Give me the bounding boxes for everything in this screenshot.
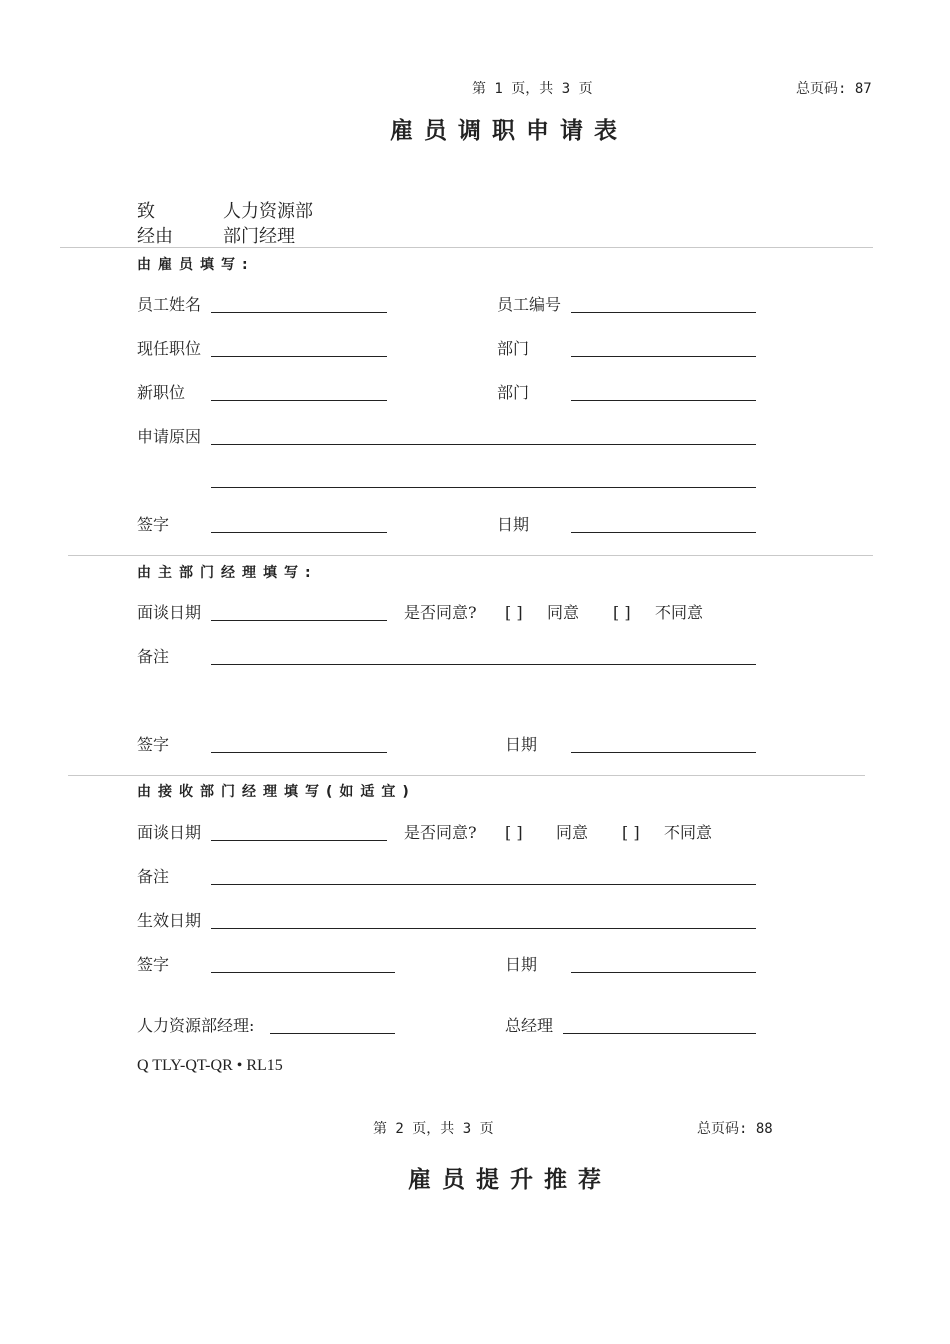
interview-date-field[interactable] — [211, 620, 387, 621]
reason-label: 申请原因 — [137, 427, 202, 446]
employee-sign-field[interactable] — [211, 532, 387, 533]
employee-id-field[interactable] — [571, 312, 756, 313]
interview-date-label: 面谈日期 — [137, 823, 202, 842]
disagree-checkbox[interactable]: [ ] — [622, 823, 640, 842]
general-manager-field[interactable] — [563, 1033, 756, 1034]
via-label: 经由 — [137, 226, 173, 247]
form-code: Q TLY-QT-QR • RL15 — [137, 1057, 283, 1074]
employee-name-label: 员工姓名 — [137, 295, 202, 314]
employee-name-field[interactable] — [211, 312, 387, 313]
disagree-checkbox[interactable]: [ ] — [613, 603, 631, 622]
manager-date-field[interactable] — [571, 752, 756, 753]
interview-date-field[interactable] — [211, 840, 387, 841]
page-title: 雇员调职申请表 — [390, 118, 628, 144]
remark-label: 备注 — [137, 647, 170, 666]
agree-checkbox[interactable]: [ ] — [505, 823, 523, 842]
reason-field-line2[interactable] — [211, 487, 756, 488]
to-value: 人力资源部 — [223, 201, 313, 222]
page-number: 第 1 页，共 3 页 — [472, 81, 593, 97]
new-department-label: 部门 — [497, 383, 530, 402]
remark-field[interactable] — [211, 664, 756, 665]
employee-section-heading: 由雇员填写: — [137, 257, 255, 273]
agree-question: 是否同意? — [404, 823, 477, 842]
main-manager-section-heading: 由主部门经理填写: — [137, 565, 318, 581]
total-page-number: 总页码: 88 — [697, 1121, 773, 1137]
new-position-field[interactable] — [211, 400, 387, 401]
new-department-field[interactable] — [571, 400, 756, 401]
receiving-sign-field[interactable] — [211, 972, 395, 973]
department-label: 部门 — [497, 339, 530, 358]
receiving-date-field[interactable] — [571, 972, 756, 973]
total-page-number: 总页码: 87 — [796, 81, 872, 97]
employee-id-label: 员工编号 — [497, 295, 562, 314]
agree-label: 同意 — [547, 603, 580, 622]
section-divider — [68, 555, 873, 556]
reason-field[interactable] — [211, 444, 756, 445]
section-divider — [60, 247, 873, 248]
manager-sign-field[interactable] — [211, 752, 387, 753]
employee-date-field[interactable] — [571, 532, 756, 533]
current-position-field[interactable] — [211, 356, 387, 357]
remark-label: 备注 — [137, 867, 170, 886]
employee-sign-label: 签字 — [137, 515, 170, 534]
interview-date-label: 面谈日期 — [137, 603, 202, 622]
receiving-manager-section-heading: 由接收部门经理填写(如适宜) — [137, 784, 416, 800]
current-position-label: 现任职位 — [137, 339, 202, 358]
manager-date-label: 日期 — [505, 735, 538, 754]
effective-date-field[interactable] — [211, 928, 756, 929]
hr-manager-field[interactable] — [270, 1033, 395, 1034]
via-value: 部门经理 — [223, 226, 295, 247]
section-divider — [68, 775, 865, 776]
page-title: 雇员提升推荐 — [408, 1167, 612, 1193]
to-label: 致 — [137, 201, 155, 222]
general-manager-label: 总经理 — [505, 1016, 554, 1035]
page-number: 第 2 页，共 3 页 — [373, 1121, 494, 1137]
agree-label: 同意 — [556, 823, 589, 842]
remark-field[interactable] — [211, 884, 756, 885]
department-field[interactable] — [571, 356, 756, 357]
agree-question: 是否同意? — [404, 603, 477, 622]
new-position-label: 新职位 — [137, 383, 186, 402]
employee-date-label: 日期 — [497, 515, 530, 534]
receiving-date-label: 日期 — [505, 955, 538, 974]
receiving-sign-label: 签字 — [137, 955, 170, 974]
effective-date-label: 生效日期 — [137, 911, 202, 930]
agree-checkbox[interactable]: [ ] — [505, 603, 523, 622]
hr-manager-label: 人力资源部经理: — [137, 1016, 255, 1035]
disagree-label: 不同意 — [655, 603, 704, 622]
disagree-label: 不同意 — [664, 823, 713, 842]
manager-sign-label: 签字 — [137, 735, 170, 754]
